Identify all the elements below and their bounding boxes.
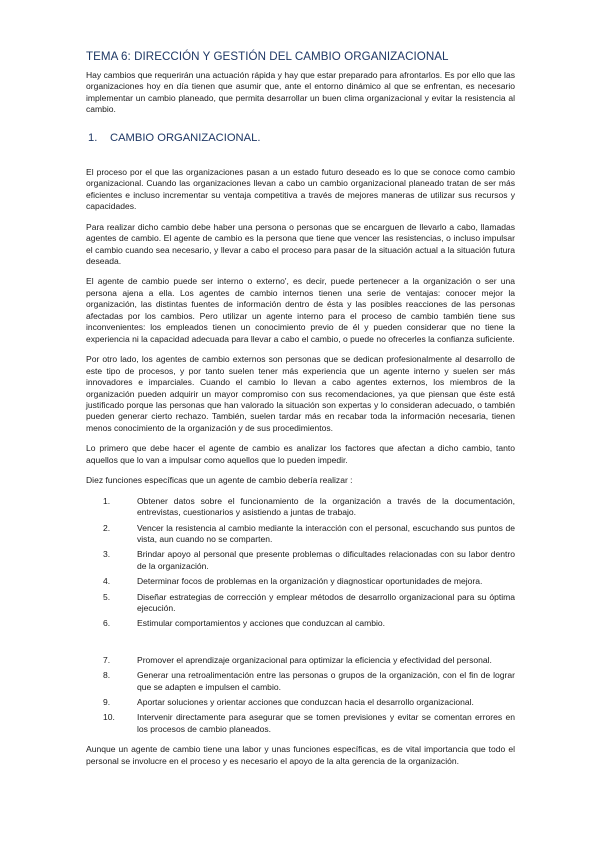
body-paragraph: El proceso por el que las organizaciones pasan a un estado futuro deseado es lo que se conoce como cambio organizacional. Cuando las organizaciones llevan a cabo un cambio organizacional planeado tratan de ser más eficientes e incluso incrementar su ventaja competitiva a través de mejores maneras de utilizar sus recursos y capacidades. xyxy=(86,166,515,212)
body-paragraph: El agente de cambio puede ser interno o externo', es decir, puede pertenecer a la organización o ser una persona ajena a ella. Los agentes de cambio internos tienen una serie de ventajas: conocer mejor la organización, las distintas fuentes de información dentro de ésta y las posibles reacciones de las personas afectadas por los cambios. Pero utilizar un agente interno para el proceso de cambio también tiene sus inconvenientes: los empleados tienen un conocimiento previo de él y pueden considerar que no tiene la experiencia ni la capacidad adecuada para llevar a cabo el cambio, o puede no ofrecerles la confianza suficiente. xyxy=(86,276,515,344)
body-paragraph: Para realizar dicho cambio debe haber una persona o personas que se encarguen de llevarlo a cabo, llamadas agentes de cambio. El agente de cambio es la persona que tiene que vencer las resistencias, o incluso impulsar el cambio cuando sea necesario, y llevar a cabo el proceso para pasar de la situación actual a la situación futura deseada. xyxy=(86,221,515,266)
list-item xyxy=(86,697,515,708)
list-item xyxy=(86,655,515,666)
list-item xyxy=(86,549,515,572)
list-item xyxy=(86,712,515,735)
list-item xyxy=(86,670,515,693)
list-item-text: Generar una retroalimentación entre las personas o grupos de la organización, con el fin de lograr que se adapten e impulsen el cambio. xyxy=(137,670,515,692)
list-item-number: 10. xyxy=(103,712,115,723)
list-item-number: 2. xyxy=(103,522,111,533)
list-item xyxy=(86,618,515,629)
list-item-number: 4. xyxy=(103,576,111,587)
list-item xyxy=(86,496,515,519)
list-item-text: Intervenir directamente para asegurar que se tomen previsiones y evitar se comentan errores en los procesos de cambio planeados. xyxy=(137,712,515,734)
list-item-number: 1. xyxy=(103,495,111,506)
list-item-text: Brindar apoyo al personal que presente problemas o dificultades relacionadas con su labor dentro de la organización. xyxy=(137,549,515,571)
functions-list xyxy=(86,496,515,736)
section-heading xyxy=(88,132,515,144)
list-item-text: Aportar soluciones y orientar acciones que conduzcan hacia el desarrollo organizacional. xyxy=(137,696,474,707)
list-item-text: Obtener datos sobre el funcionamiento de la organización a través de la documentación, entrevistas, cuestionarios y asistiendo a juntas de trabajo. xyxy=(137,495,515,518)
intro-paragraph: Hay cambios que requerirán una actuación rápida y hay que estar preparado para afrontarlos. Es por ello que las organizaciones hoy en día tienen que asumir que, ante el entorno dinámico al que se enfrentan, es necesario implementar un cambio planeado, que permita desarrollar un buen clima organizacional y evitar la resistencia al cambio. xyxy=(86,70,515,115)
list-item-number: 7. xyxy=(103,654,111,665)
list-item-number: 8. xyxy=(103,670,111,681)
list-item xyxy=(86,576,515,587)
closing-paragraph: Aunque un agente de cambio tiene una labor y unas funciones específicas, es de vital importancia que todo el personal se involucre en el proceso y es necesario el apoyo de la alta gerencia de la organización. xyxy=(86,744,515,766)
list-item-text: Diseñar estrategias de corrección y emplear métodos de desarrollo organizacional para su óptima ejecución. xyxy=(137,591,515,613)
list-item-text: Determinar focos de problemas en la organización y diagnosticar oportunidades de mejora. xyxy=(137,576,483,587)
list-item xyxy=(86,592,515,615)
list-item-text: Vencer la resistencia al cambio mediante la interacción con el personal, escuchando sus puntos de vista, aun cuando no se comparten. xyxy=(137,522,515,544)
document-title: TEMA 6: DIRECCIÓN Y GESTIÓN DEL CAMBIO ORGANIZACIONAL xyxy=(86,50,449,63)
list-intro-paragraph: Diez funciones específicas que un agente de cambio debería realizar : xyxy=(86,475,353,486)
list-item-text: Promover el aprendizaje organizacional para optimizar la eficiencia y efectividad del personal. xyxy=(137,654,492,665)
list-item-number: 9. xyxy=(103,696,111,707)
list-item xyxy=(86,523,515,546)
list-item-number: 3. xyxy=(103,549,111,560)
section-number: 1. xyxy=(88,131,98,144)
section-title: CAMBIO ORGANIZACIONAL. xyxy=(110,131,261,144)
list-item-number: 5. xyxy=(103,591,111,602)
body-paragraph: Por otro lado, los agentes de cambio externos son personas que se dedican profesionalmente al desarrollo de este tipo de procesos, y por tanto suelen tener más experiencia que un agente interno y suelen ser más innovadores e imparciales. Cuando el cambio lo llevan a cabo agentes externos, los miembros de la organización pueden adquirir un mayor compromiso con sus recomendaciones, ya que piensan que éste está justificado porque las personas que han valorado la situación son expertas y lo consideran adecuado, o también pueden generar cierto rechazo. También, suelen tardar más en recabar toda la información necesaria, tienen menos conocimiento de la organización y de sus procedimientos. xyxy=(86,354,515,433)
body-paragraph: Lo primero que debe hacer el agente de cambio es analizar los factores que afectan a dicho cambio, tanto aquellos que lo van a impulsar como aquellos que lo pueden impedir. xyxy=(86,443,515,465)
list-item-text: Estimular comportamientos y acciones que conduzcan al cambio. xyxy=(137,618,385,629)
list-item-number: 6. xyxy=(103,618,111,629)
